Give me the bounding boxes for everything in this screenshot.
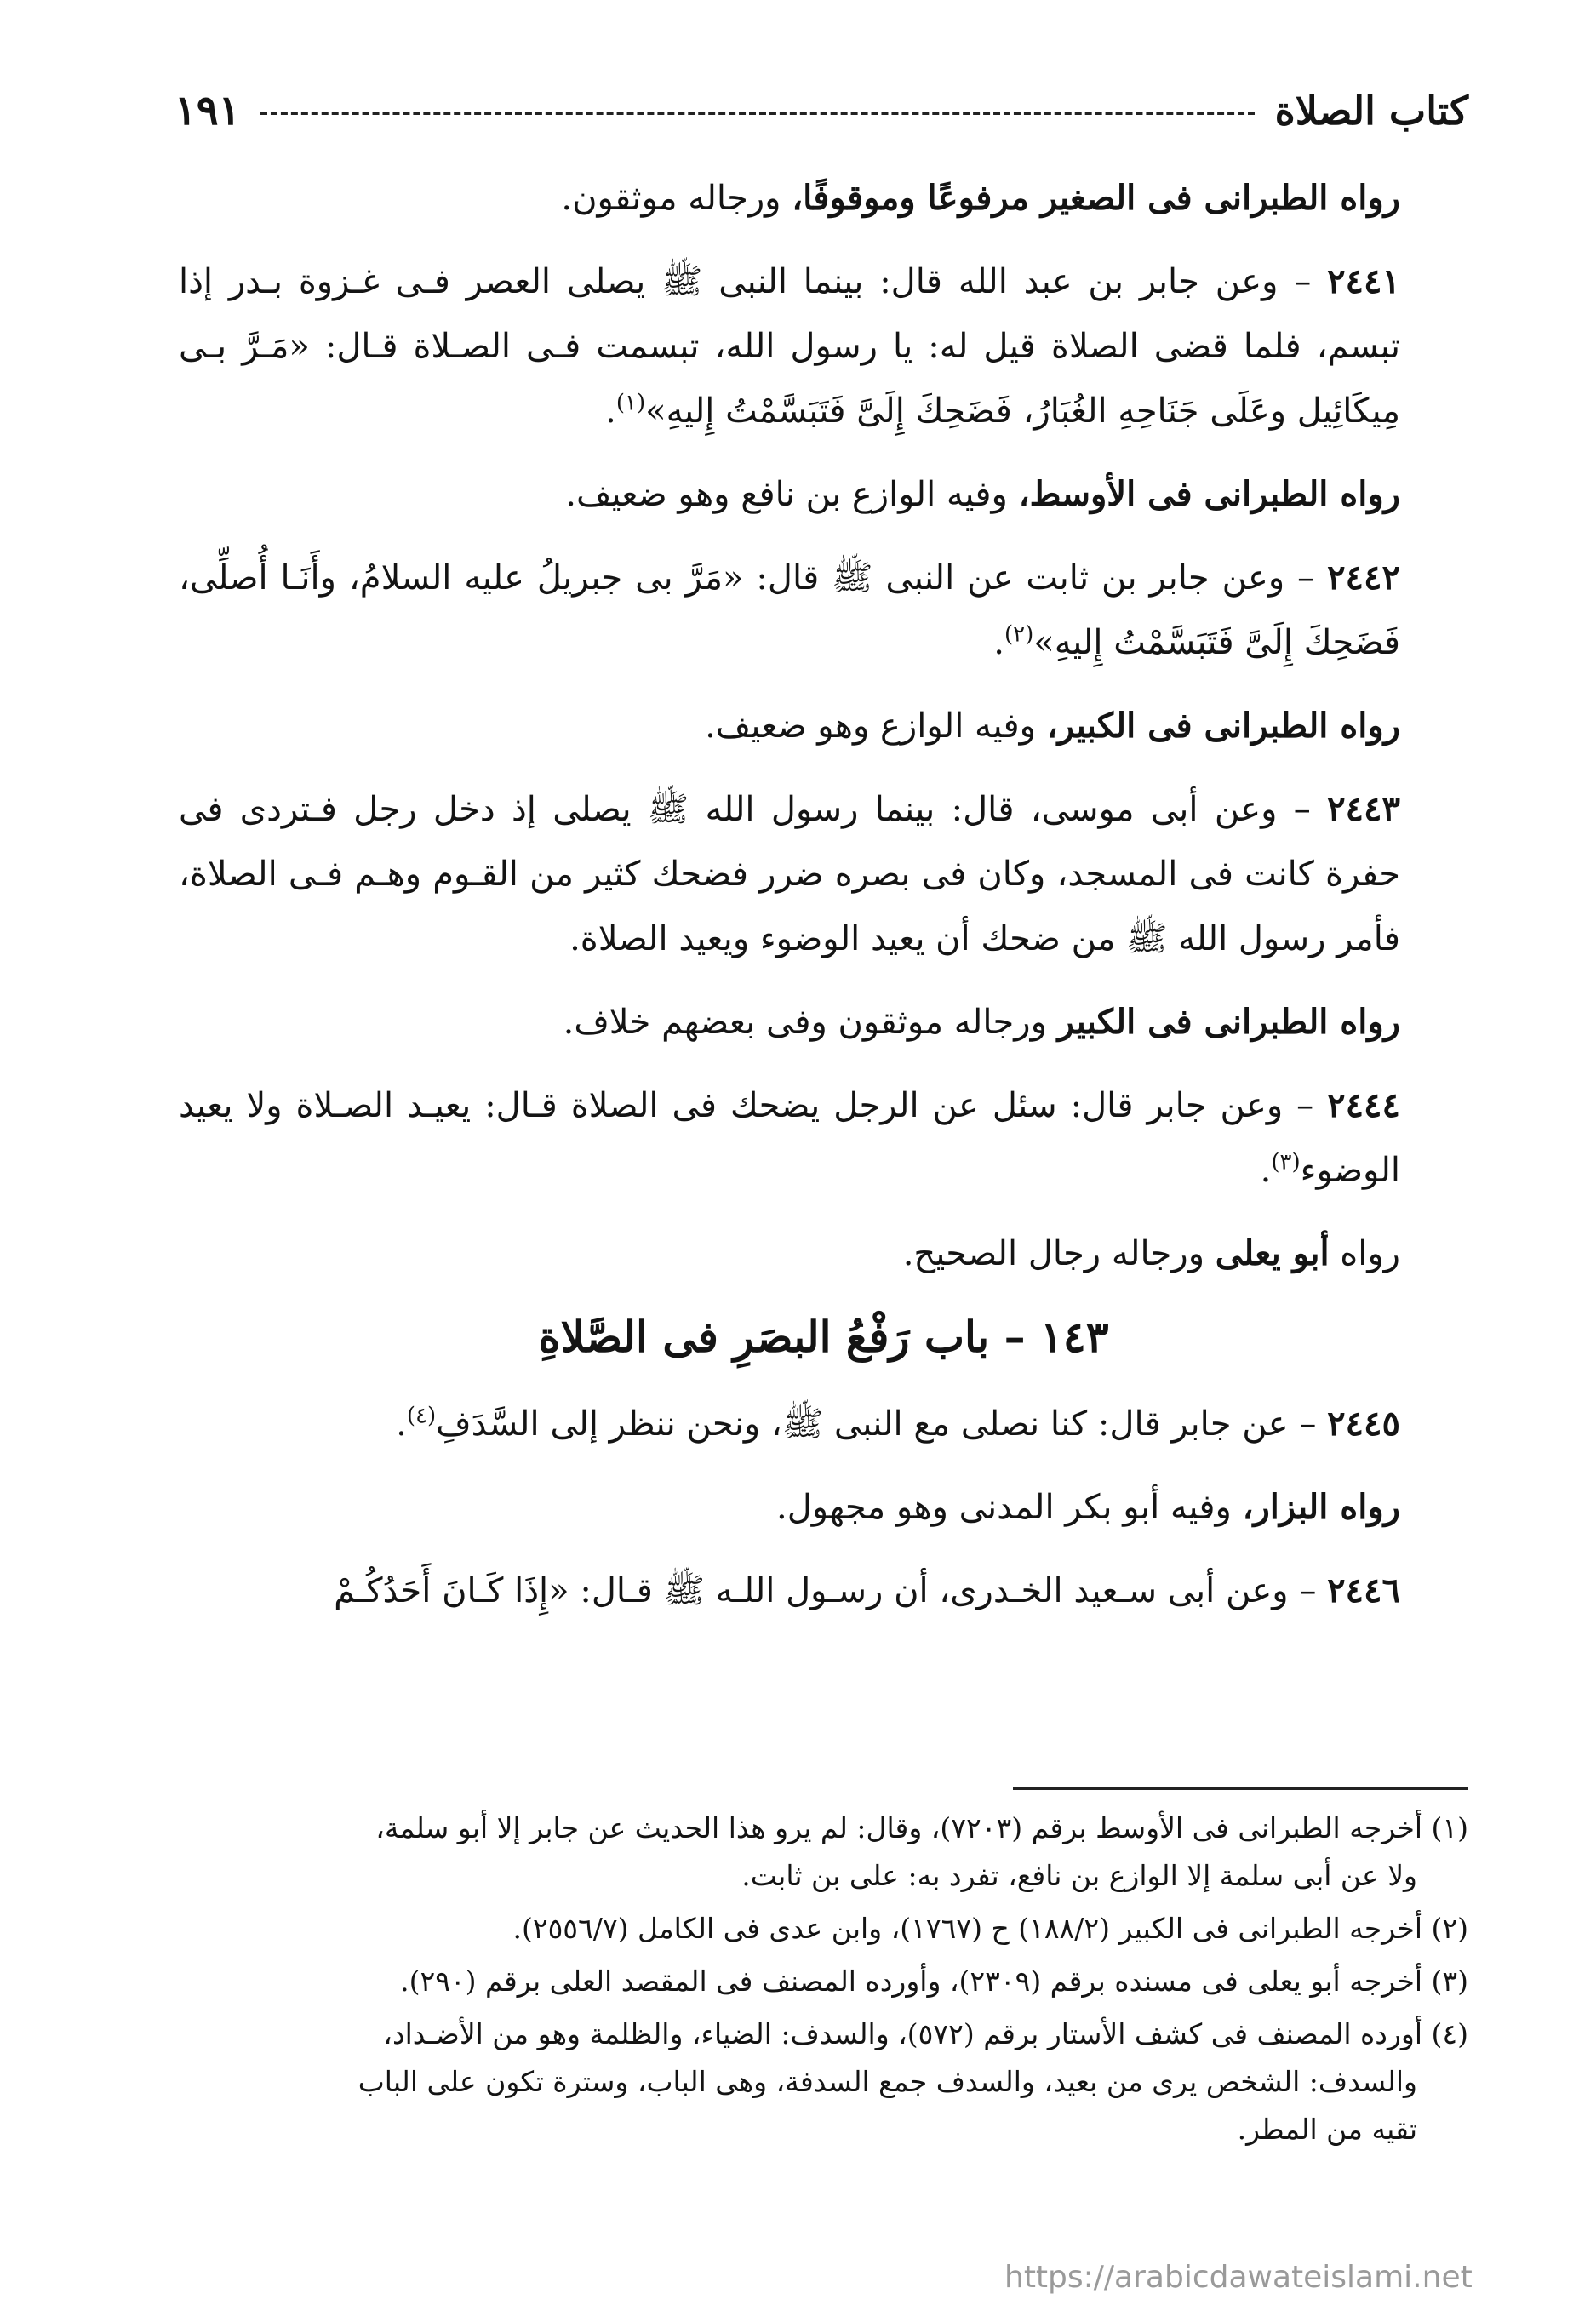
watermark-url: https://arabicdawateislami.net (1004, 2260, 1473, 2295)
source-note: رواه الطبرانى فى الأوسط، وفيه الوازع بن نافع وهو ضعيف. (565, 474, 1400, 514)
footnote-ref: (٣) (1271, 1149, 1301, 1175)
hadith-2444: ٢٤٤٤ – وعن جابر قال: سئل عن الرجل يضحك فى الصلاة قـال: يعيـد الصـلاة ولا يعيد الوضوء$^{(٣)}$. (179, 1085, 1401, 1190)
footnote-3: (٣) أخرجه أبو يعلى فى مسنده برقم (٢٣٠٩)، وأورده المصنف فى المقصد العلى برقم (٢٩٠). (400, 1965, 1468, 1998)
footnote-2: (٢) أخرجه الطبرانى فى الكبير (١٨٨/٢) ح (١٧٦٧)، وابن عدى فى الكامل (٢٥٥٦/٧). (512, 1912, 1468, 1945)
footnotes (179, 1804, 1468, 2159)
source-note: رواه الطبرانى فى الكبير، وفيه الوازع وهو ضعيف. (705, 706, 1400, 746)
source-note: رواه الطبرانى فى الكبير ورجاله موثقون وفى بعضهم خلاف. (563, 1002, 1400, 1042)
footnote-ref: (٢) (1004, 621, 1034, 648)
footnote-divider (1013, 1787, 1468, 1790)
hadith-2442: ٢٤٤٢ – وعن جابر بن ثابت عن النبى ﷺ قال: «مَرَّ بى جبريلُ عليه السلامُ، وأَنَـا أُصلِّى، فَضَحِكَ إِلَىَّ فَتَبَسَّمْتُ إِليهِ»$^{(٢)}$. (179, 558, 1400, 662)
hadith-2445: ٢٤٤٥ – عن جابر قال: كنا نصلى مع النبى ﷺ، ونحن ننظر إلى السَّدَفِ$^{(٤)}$. (396, 1403, 1400, 1444)
hadith-2446: ٢٤٤٦ – وعن أبى سـعيد الخـدرى، أن رسـول اللـه ﷺ قـال: «إِذَا كَـانَ أَحَدُكُـمْ (334, 1570, 1400, 1610)
hadith-2441: ٢٤٤١ – وعن جابر بن عبد الله قال: بينما النبى ﷺ يصلى العصر فـى غـزوة بـدر إذا تبسم، فلما قضى الصلاة قيل له: يا رسول الله، تبسمت فـى الصـلاة قـال: «مَـرَّ بـى مِيكَائِيل وعَلَى جَنَاحِهِ الغُبَارُ، فَضَحِكَ إِلَىَّ فَتَبَسَّمْتُ إِليهِ»$^{(١)}$. (179, 261, 1400, 431)
footnote-ref: (٤) (406, 1403, 437, 1429)
chapter-heading: ١٤٣ – باب رَفْعُ البصَرِ فى الصَّلاةِ (538, 1312, 1109, 1362)
page-header (174, 81, 1468, 140)
source-note: رواه البزار، وفيه أبو بكر المدنى وهو مجهول. (776, 1487, 1400, 1527)
source-note: رواه الطبرانى فى الصغير مرفوعًا وموقوفًا، ورجاله موثقون. (561, 178, 1400, 218)
page-number: ١٩١ (174, 87, 241, 134)
footnote-4: (٤) أورده المصنف فى كشف الأستار برقم (٥٧٢)، والسدف: الضياء، والظلمة وهو من الأضـداد، والسدف: الشخص يرى من بعيد، والسدف جمع السدفة، وهى الباب، وسترة تكون على الباب تقيه من المطر. (358, 2017, 1468, 2146)
header-dashed-rule (260, 112, 1254, 115)
footnote-ref: (١) (615, 390, 646, 416)
footnote-1: (١) أخرجه الطبرانى فى الأوسط برقم (٧٢٠٣)، وقال: لم يرو هذا الحديث عن جابر إلا أبو سلمة، ولا عن أبى سلمة إلا الوازع بن نافع، تفرد به: على بن ثابت. (375, 1811, 1468, 1892)
main-text (179, 166, 1468, 1642)
running-title: كتاب الصلاة (1274, 88, 1468, 134)
source-note: رواه أبو يعلى ورجاله رجال الصحيح. (902, 1233, 1400, 1273)
hadith-2443: ٢٤٤٣ – وعن أبى موسى، قال: بينما رسول الله ﷺ يصلى إذ دخل رجل فـتردى فى حفرة كانت فى المسجد، وكان فى بصره ضرر فضحك كثير من القـوم وهـم فـى الصلاة، فأمر رسول الله ﷺ من ضحك أن يعيد الوضوء ويعيد الصلاة. (179, 789, 1400, 958)
